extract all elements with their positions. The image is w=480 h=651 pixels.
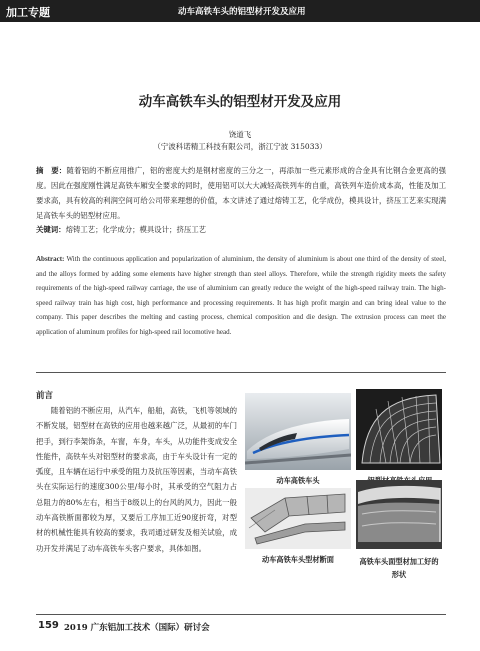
footer-divider: [36, 614, 446, 615]
section-body-text: 随着铝的不断应用，从汽车，船舶，高铁，飞机等领域的不断发展，铝型材在高铁的应用也越来越广泛，从最初的车门把手，到行李架饰条，车窗，车身，车头，从功能件变成安全性能件，高铁车头对铝型材的要求高，由于车头设计有一定的弧度，且车辆在运行中承受的阻力及抗压等因素，当动车高铁头在实际运行的速度300公里/每小时，其承受的空气阻力占总阻力的80%左右，相当于8级以上的台风的风力，因此一般动车高铁断面都较为厚，又要后工序加工近90度折弯，对型材的机械性能具有较高的要求，我司通过研发及相关试验，成功开发并满足了动车高铁车头客户要求，具体如图。: [36, 406, 237, 553]
figure-caption: 动车高铁车头型材断面: [262, 555, 334, 564]
section-heading: 前言: [36, 391, 54, 401]
paper-affiliation: （宁波科诺精工科技有限公司，浙江宁波 315033）: [153, 142, 327, 151]
abstract-cn-label: 摘 要：: [36, 166, 67, 175]
abstract-en-label: Abstract:: [36, 255, 65, 263]
abstract-en: [36, 252, 446, 340]
header-section-label: 加工专题: [6, 6, 50, 19]
keywords-cn: [36, 222, 446, 237]
abstract-cn: [36, 163, 446, 223]
profile-section-image: [245, 488, 351, 549]
figure-caption: 动车高铁车头: [276, 476, 320, 485]
page-number: 159: [38, 620, 59, 631]
section-divider: [36, 372, 446, 373]
header-running-title: 动车高铁车头的铝型材开发及应用: [178, 7, 306, 17]
abstract-cn-text: 随着铝的不断应用推广，铝的密度大约是钢材密度的三分之一，再添加一些元素形成的合金具有比钢合金更高的强度。因此在强度刚性满足高铁车厢安全要求的同时，使用铝可以大大减轻高铁列车的自重，高铁列车造价成本高，性能及加工要求高，具有较高的利润空间可给公司带来理想的价值，本文讲述了通过熔铸工艺，化学成份，模具设计，挤压工艺来实现满足高铁车头的铝型材应用。: [36, 166, 446, 220]
paper-author: 饶道飞: [228, 130, 252, 139]
keywords-cn-label: 关键词：: [36, 225, 66, 234]
figure-caption: 高铁车头面型材加工好的形状: [359, 557, 439, 579]
footer-conference: 2019 广东铝加工技术（国际）研讨会: [64, 623, 210, 633]
abstract-en-text: With the continuous application and popularization of aluminium, the density of aluminium is about one third of the density of steel, and the alloys formed by adding some elements have higher strength than steel alloys. Therefore, while the strength rigidity meets the safety requirements of the high-speed railway carriage, the use of aluminium can greatly reduce the weight of the high-speed railway train. The high-speed railway train has high cost, high performance and processing requirements. It has high profit margin and can bring ideal value to the company. This paper describes the melting and casting process, chemical composition and die design. The extrusion process can meet the application of aluminum profiles for high-speed rail locomotive head.: [36, 255, 446, 336]
formed-panel-image: [356, 480, 442, 549]
aluminium-frame-image: [356, 389, 442, 470]
paper-title: 动车高铁车头的铝型材开发及应用: [138, 94, 342, 110]
keywords-cn-text: 熔铸工艺；化学成分；模具设计；挤压工艺: [65, 225, 207, 234]
train-nose-image: [245, 393, 351, 470]
